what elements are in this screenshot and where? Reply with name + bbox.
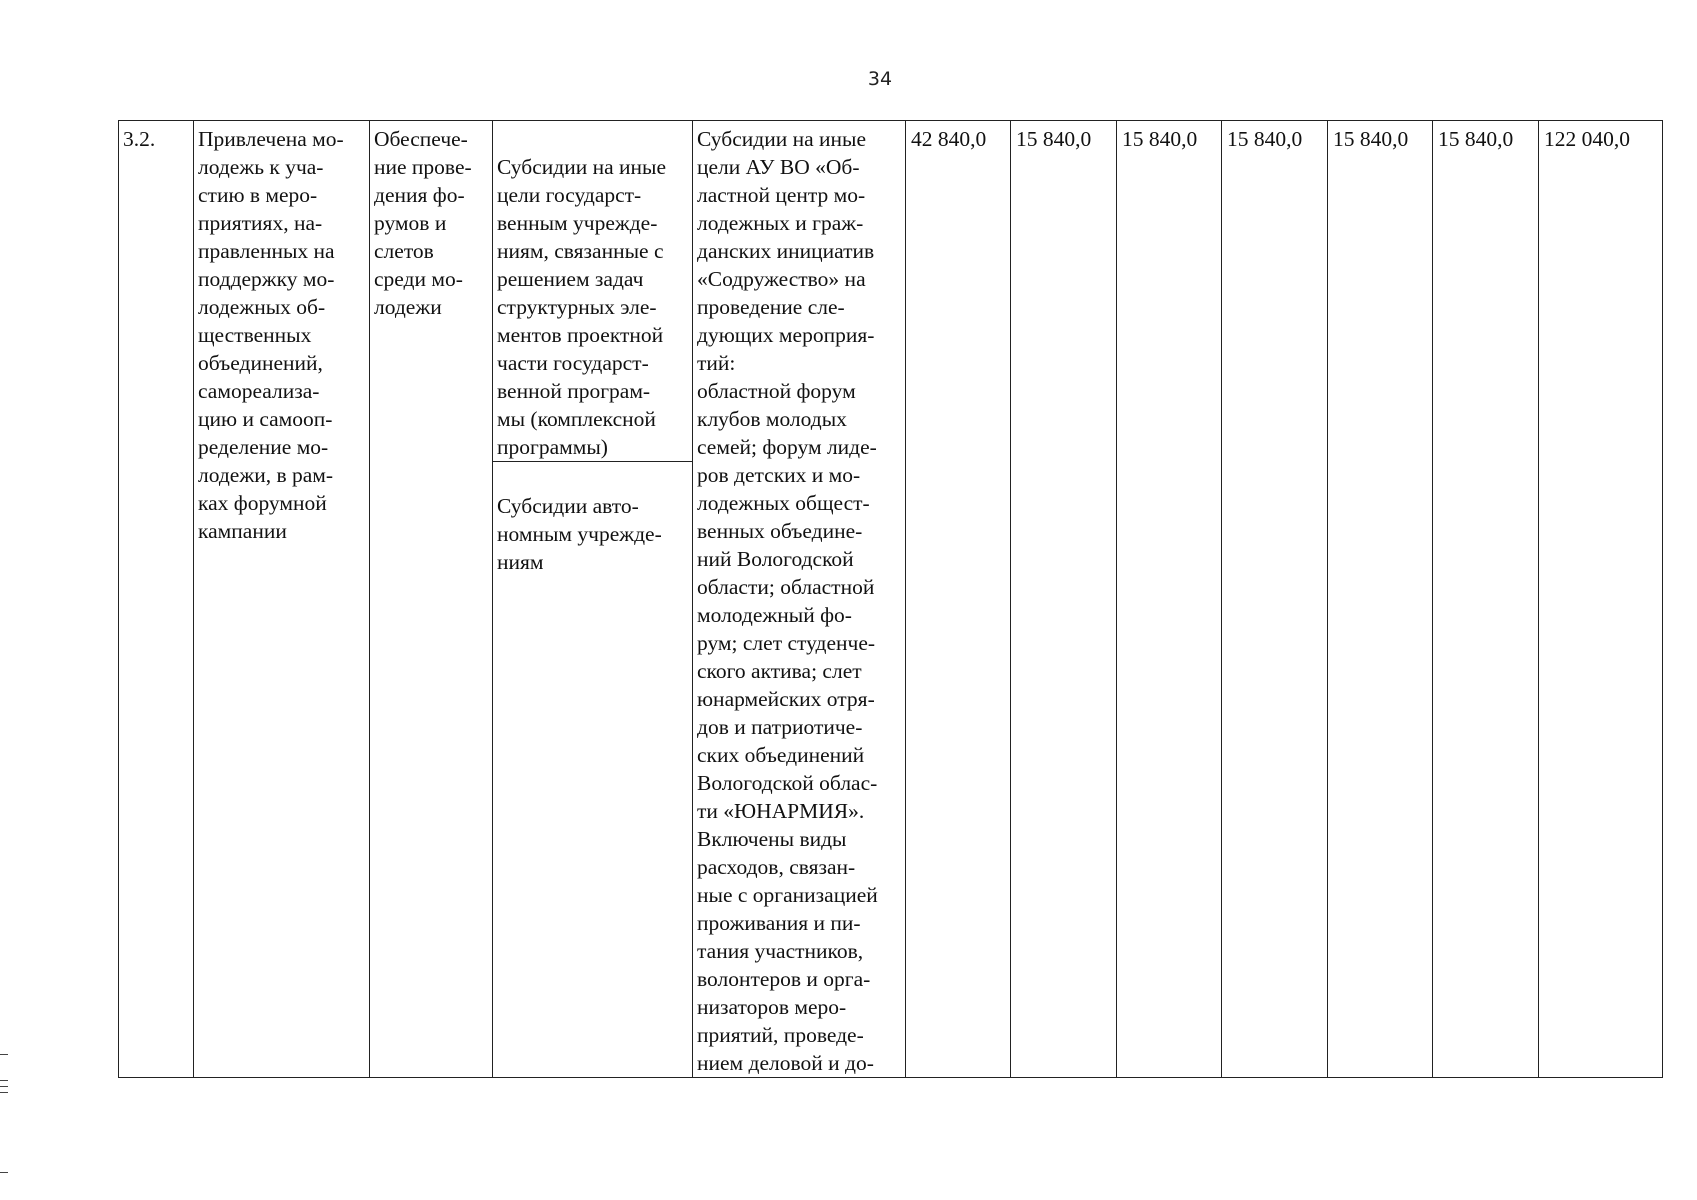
amount-cell: 15 840,0: [1222, 121, 1328, 1078]
amount-cell: 15 840,0: [1433, 121, 1539, 1078]
direction-subsidy-autonomous: Субсидии авто- номным учрежде- ниям: [497, 494, 662, 574]
description-cell: Субсидии на иные цели АУ ВО «Об- ластной центр мо- лодежных и граж- данских инициатив «Содружество» на проведение сле- дующих мероприя- тий: областной форум клубов молодых семей; форум лиде- ров детских и мо- лодежных общест- венных объедине- ний Вологодской области; областной молодежный фо- рум; слет студенче- ского актива; слет юнармейских отря- дов и патриотиче- ских объединений Вологодской облас- ти «ЮНАРМИЯ». Включены виды расходов, связан- ные с организацией проживания и пи- тания участников, волонтеров и орга- низаторов меро- приятий, проведе- нием деловой и до-: [693, 121, 906, 1078]
table-row: [119, 121, 1663, 1078]
amount-cell: 15 840,0: [1328, 121, 1433, 1078]
scan-margin-mark: [0, 1054, 8, 1055]
amount-total-cell: 122 040,0: [1539, 121, 1663, 1078]
amount-cell: 42 840,0: [906, 121, 1011, 1078]
scan-margin-mark: [0, 1086, 8, 1087]
amount-cell: 15 840,0: [1117, 121, 1222, 1078]
scan-margin-mark: [0, 1080, 8, 1081]
direction-cell: [493, 121, 693, 1078]
amount-cell: 15 840,0: [1011, 121, 1117, 1078]
event-cell: Обеспече- ние прове- дения фо- румов и слетов среди мо- лодежи: [370, 121, 493, 1078]
budget-table: [118, 120, 1663, 1078]
result-cell: Привлечена мо- лодежь к уча- стию в меро- приятиях, на- правленных на поддержку мо- лодежных об- щественных объединений, самореализа- цию и самооп- ределение мо- лодежи, в рам- ках форумной кампании: [194, 121, 370, 1078]
direction-subsidy-other: Субсидии на иные цели государст- венным учрежде- ниям, связанные с решением задач структурных эле- ментов проектной части государст- венной програм- мы (комплексной программы): [493, 149, 692, 462]
row-code: 3.2.: [119, 121, 194, 1078]
page-number: 34: [867, 68, 893, 90]
scan-margin-mark: [0, 1092, 8, 1093]
scan-margin-mark: [0, 1172, 8, 1173]
